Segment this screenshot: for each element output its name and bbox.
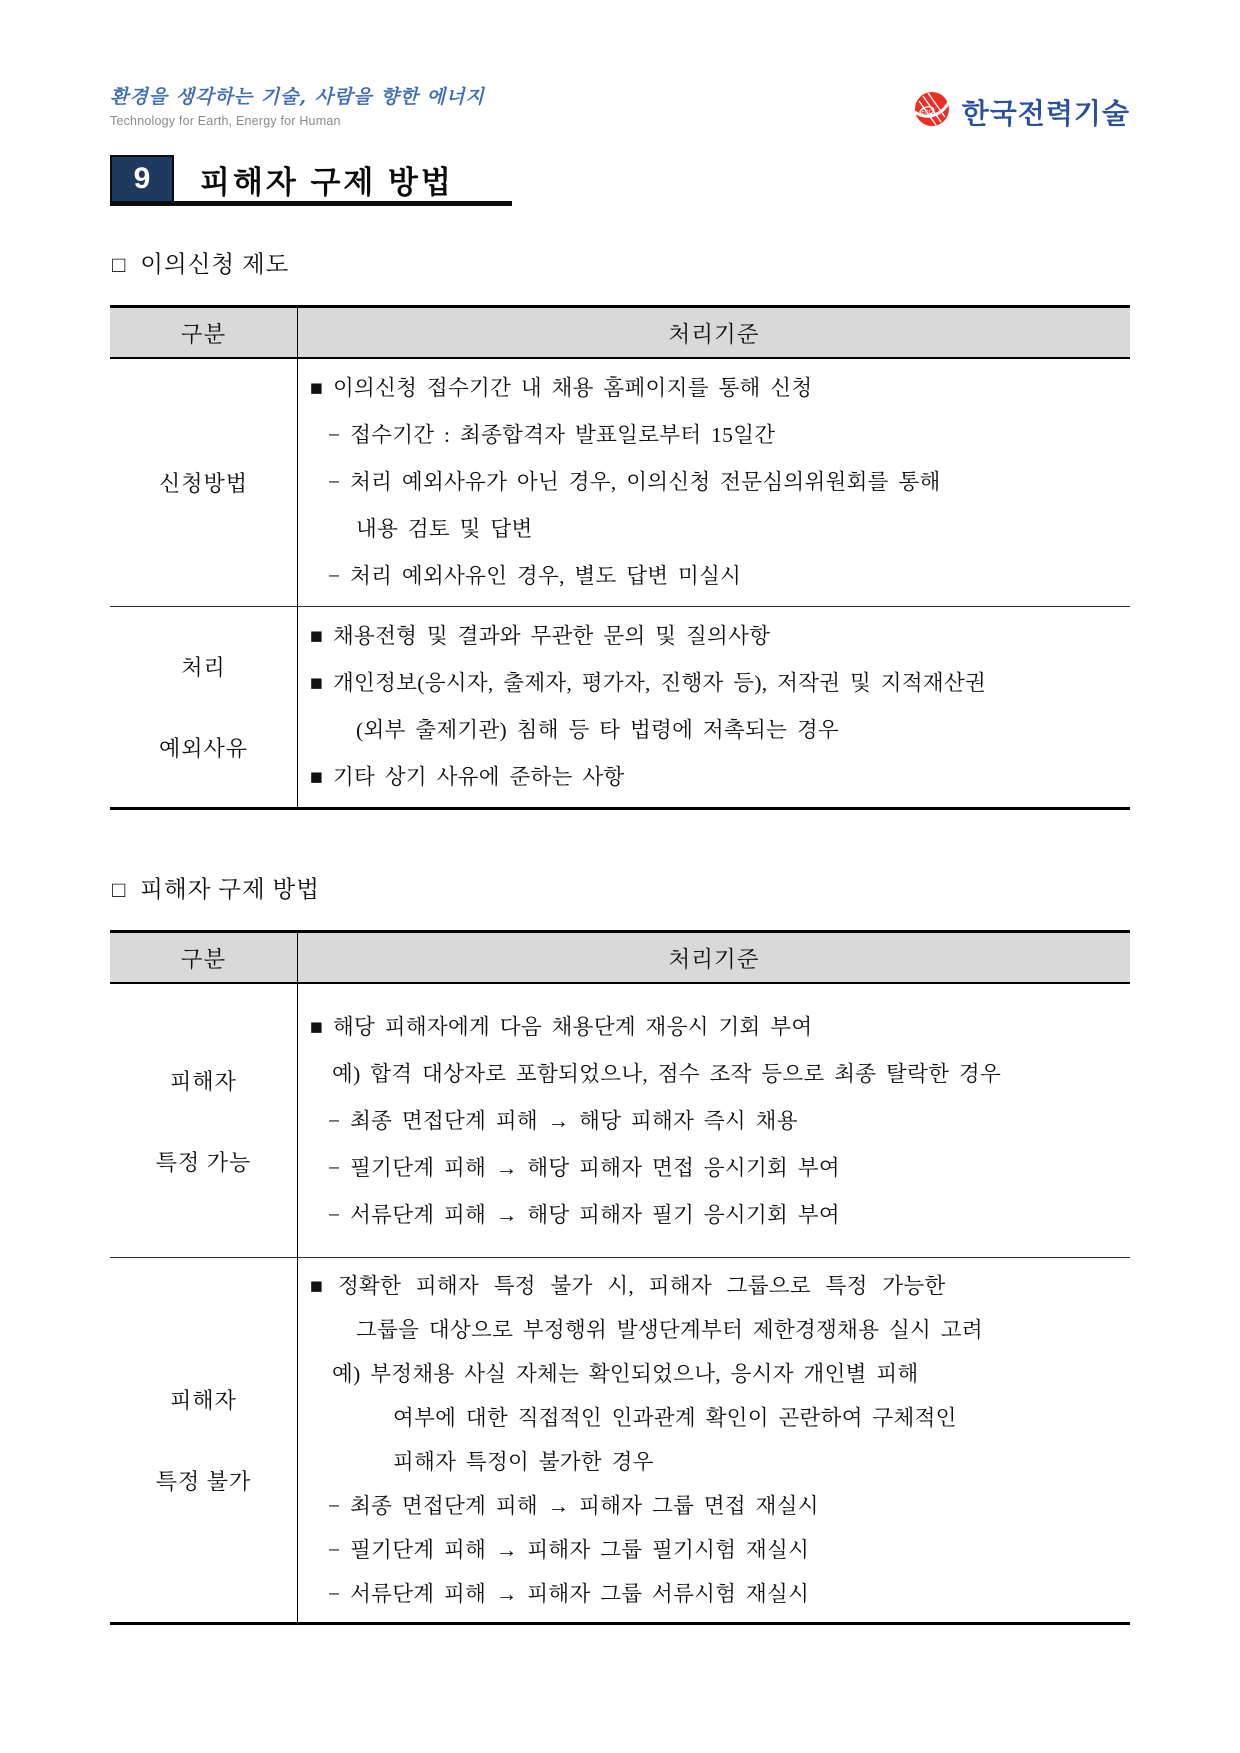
- table-row: [110, 359, 1130, 606]
- column-header-criteria: 처리기준: [668, 321, 760, 347]
- row-content: [298, 359, 1130, 606]
- content-line: ■ 정확한 피해자 특정 불가 시, 피해자 그룹으로 특정 가능한: [310, 1274, 946, 1298]
- content-line: ■ 개인정보(응시자, 출제자, 평가자, 진행자 등), 저작권 및 지적재산권: [310, 671, 987, 695]
- subsection-heading-objection: [112, 245, 1130, 279]
- svg-text:E&C: E&C: [921, 109, 933, 116]
- table-header-row: [110, 933, 1130, 984]
- slogan-block: [110, 82, 485, 128]
- content-line: ■ 해당 피해자에게 다음 채용단계 재응시 기회 부여: [310, 1015, 813, 1039]
- company-logo-text: 한국전력기술: [961, 97, 1130, 129]
- square-bullet-icon: □: [112, 877, 127, 902]
- content-line: 그룹을 대상으로 부정행위 발생단계부터 제한경쟁채용 실시 고려: [356, 1318, 983, 1342]
- title-underline: [110, 201, 512, 206]
- row-label: 처리 예외사유: [110, 607, 298, 807]
- row-label: 피해자 특정 불가: [110, 1258, 298, 1622]
- table-row: [110, 606, 1130, 807]
- table-row: [110, 1257, 1130, 1622]
- section-number-box: 9: [110, 155, 174, 203]
- content-line: 예) 부정채용 사실 자체는 확인되었으나, 응시자 개인별 피해: [332, 1362, 919, 1386]
- slogan-english: Technology for Earth, Energy for Human: [110, 114, 341, 128]
- content-line: − 서류단계 피해 → 해당 피해자 필기 응시기회 부여: [328, 1203, 840, 1227]
- page-title: 피해자 구제 방법: [200, 164, 454, 200]
- table-row: [110, 984, 1130, 1257]
- kepco-enc-logo-icon: [911, 88, 953, 135]
- content-line: − 접수기간 : 최종합격자 발표일로부터 15일간: [328, 423, 776, 447]
- column-header-category: 구분: [110, 308, 298, 357]
- row-content: [298, 1258, 1130, 1622]
- content-line: − 처리 예외사유가 아닌 경우, 이의신청 전문심의위원회를 통해: [328, 470, 941, 494]
- page-header: [110, 0, 1130, 135]
- section-title-row: [110, 151, 1130, 207]
- square-bullet-icon: □: [112, 252, 127, 277]
- subsection-heading-label: 피해자 구제 방법: [140, 877, 320, 903]
- content-line: − 필기단계 피해 → 피해자 그룹 필기시험 재실시: [328, 1538, 810, 1562]
- content-line: − 최종 면접단계 피해 → 해당 피해자 즉시 채용: [328, 1109, 798, 1133]
- objection-procedure-table: [110, 305, 1130, 810]
- content-line: ■ 기타 상기 사유에 준하는 사항: [310, 765, 625, 789]
- table-header-row: [110, 308, 1130, 359]
- content-line: − 최종 면접단계 피해 → 피해자 그룹 면접 재실시: [328, 1494, 819, 1518]
- content-line: − 처리 예외사유인 경우, 별도 답변 미실시: [328, 564, 742, 588]
- content-line: 예) 합격 대상자로 포함되었으나, 점수 조작 등으로 최종 탈락한 경우: [332, 1062, 1002, 1086]
- subsection-heading-label: 이의신청 제도: [140, 252, 290, 278]
- content-line: ■ 이의신청 접수기간 내 채용 홈페이지를 통해 신청: [310, 376, 813, 400]
- content-line: (외부 출제기관) 침해 등 타 법령에 저촉되는 경우: [356, 718, 839, 742]
- slogan-korean: 환경을 생각하는 기술, 사람을 향한 에너지: [110, 86, 485, 108]
- content-line: 내용 검토 및 답변: [356, 517, 533, 541]
- row-label: 신청방법: [110, 359, 298, 606]
- subsection-heading-remedy: [112, 870, 1130, 904]
- content-line: ■ 채용전형 및 결과와 무관한 문의 및 질의사항: [310, 624, 771, 648]
- content-line: − 필기단계 피해 → 해당 피해자 면접 응시기회 부여: [328, 1156, 840, 1180]
- company-logo: [911, 88, 1130, 135]
- row-content: [298, 607, 1130, 807]
- content-line: 피해자 특정이 불가한 경우: [393, 1450, 654, 1474]
- column-header-criteria: 처리기준: [668, 946, 760, 972]
- row-label: 피해자 특정 가능: [110, 984, 298, 1257]
- content-line: 여부에 대한 직접적인 인과관계 확인이 곤란하여 구체적인: [393, 1406, 957, 1430]
- column-header-category: 구분: [110, 933, 298, 982]
- content-line: − 서류단계 피해 → 피해자 그룹 서류시험 재실시: [328, 1582, 810, 1606]
- row-content: [298, 984, 1130, 1257]
- victim-remedy-table: [110, 930, 1130, 1625]
